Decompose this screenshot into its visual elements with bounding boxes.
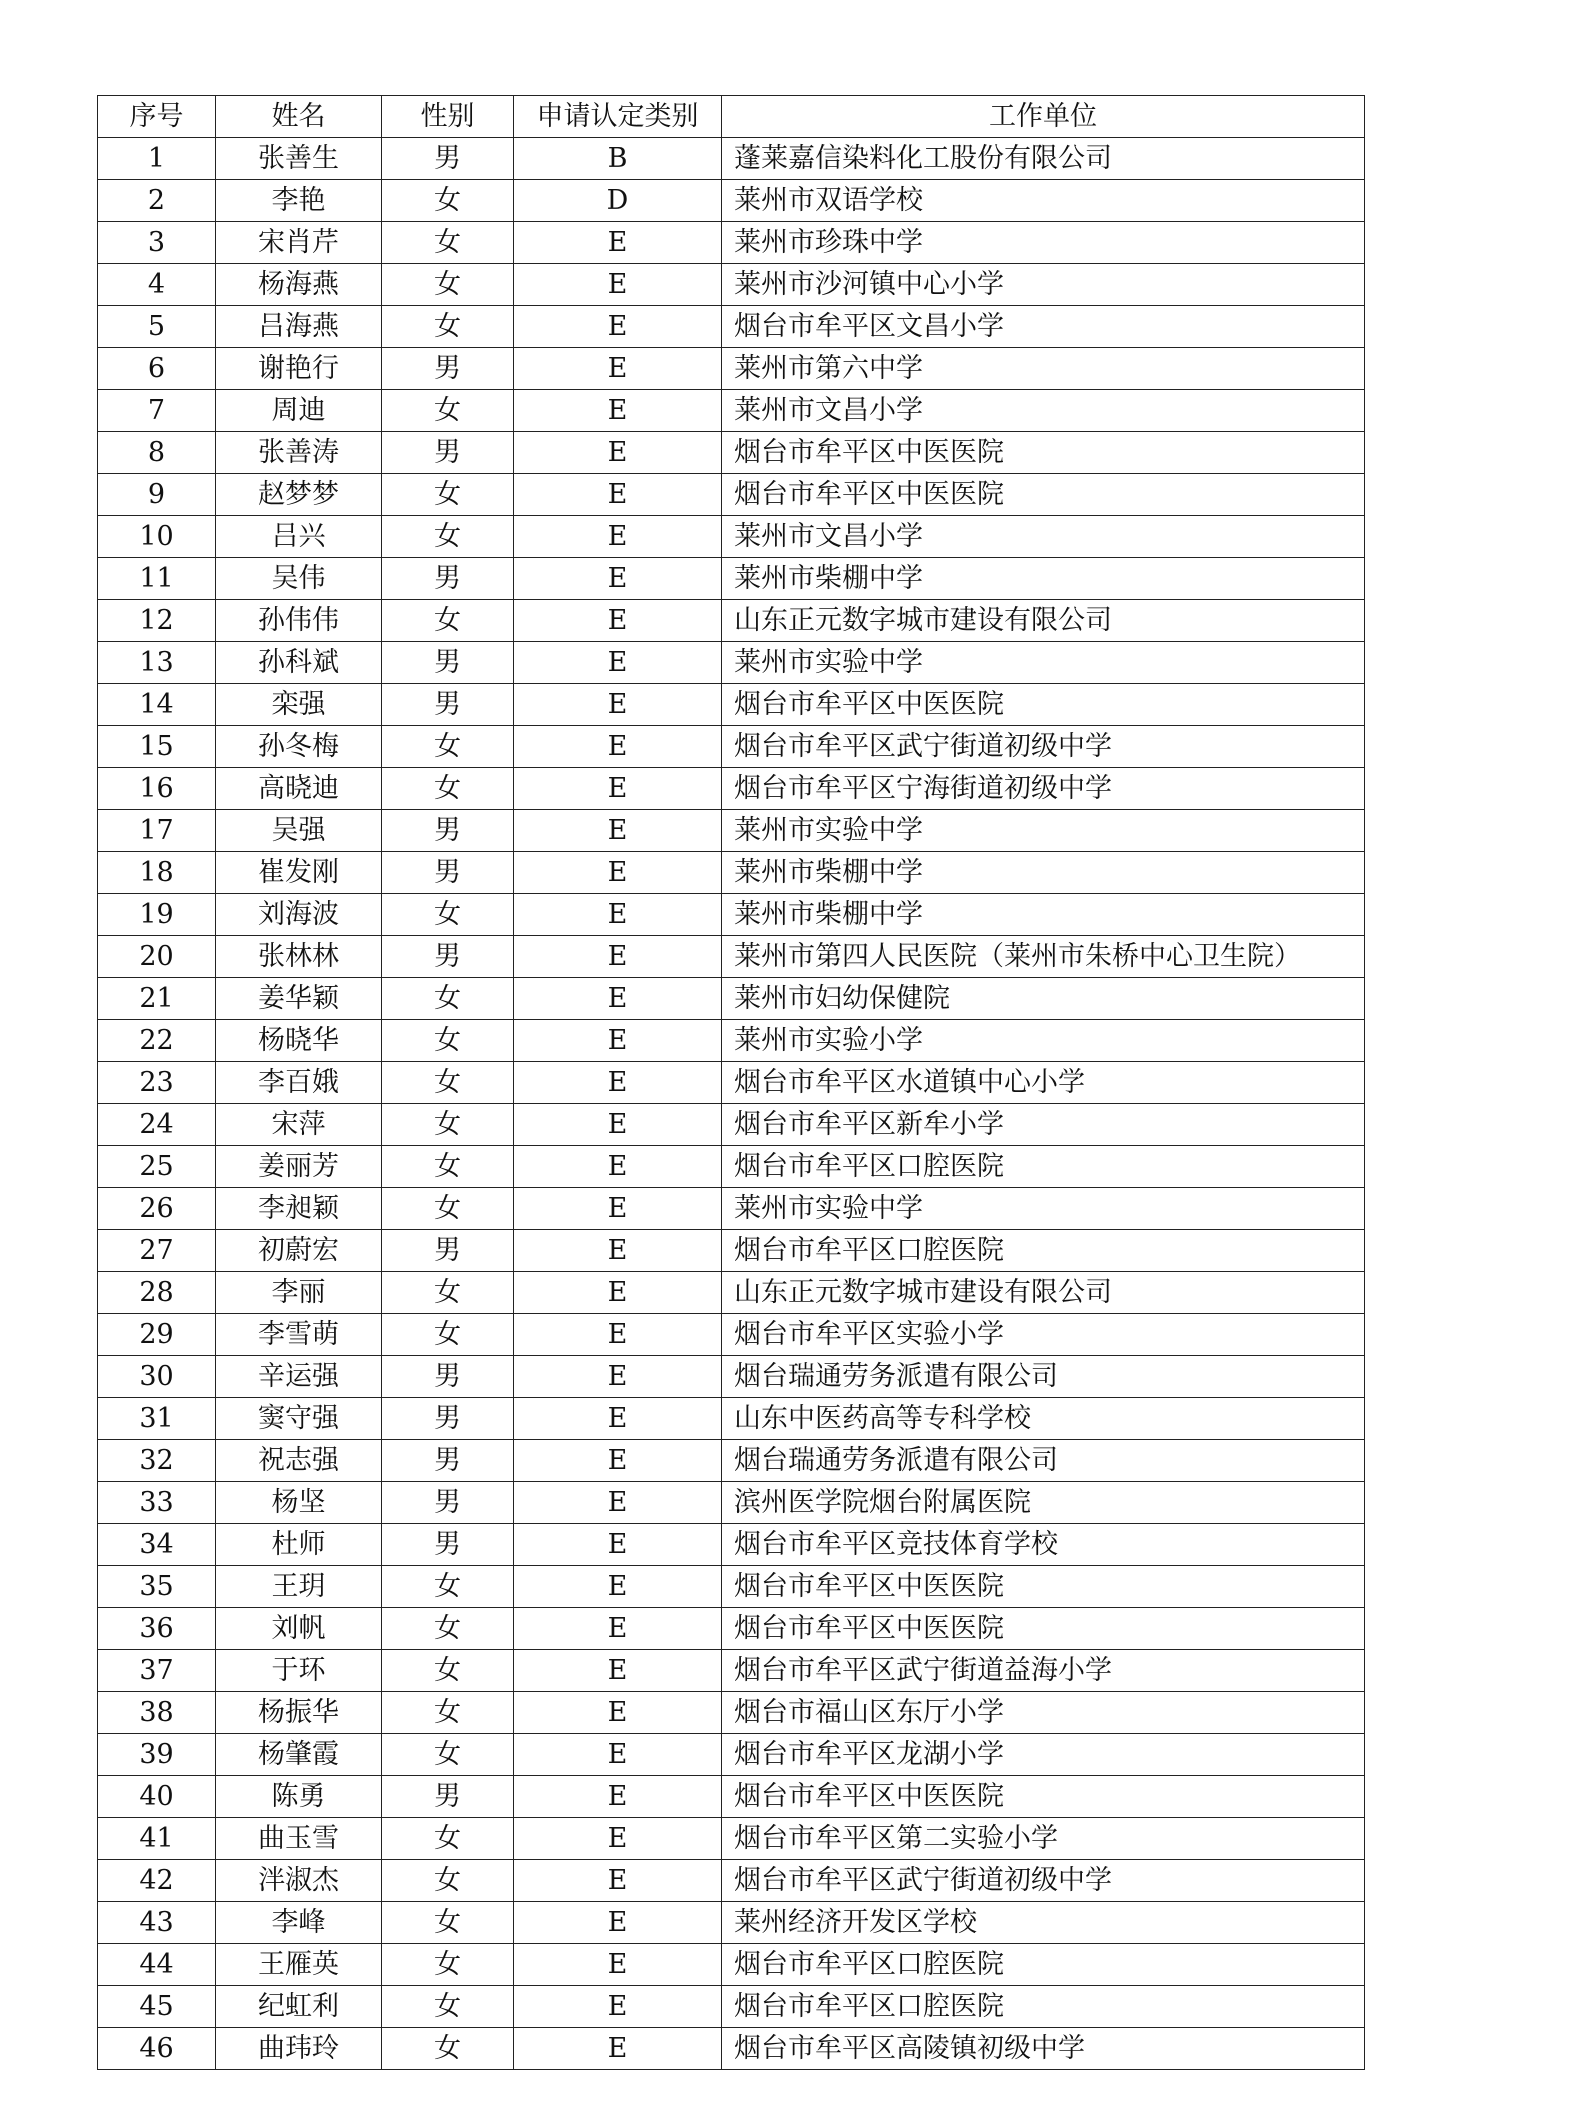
serial-number-cell: 28 bbox=[98, 1272, 216, 1314]
gender-cell: 男 bbox=[382, 642, 514, 684]
serial-number-cell: 9 bbox=[98, 474, 216, 516]
serial-number-cell: 30 bbox=[98, 1356, 216, 1398]
name-cell: 王雁英 bbox=[216, 1944, 382, 1986]
name-cell: 李丽 bbox=[216, 1272, 382, 1314]
name-cell: 姜丽芳 bbox=[216, 1146, 382, 1188]
employer-cell: 烟台市牟平区水道镇中心小学 bbox=[722, 1062, 1365, 1104]
name-cell: 刘帆 bbox=[216, 1608, 382, 1650]
gender-cell: 女 bbox=[382, 1608, 514, 1650]
header-employer: 工作单位 bbox=[722, 96, 1365, 138]
name-cell: 刘海波 bbox=[216, 894, 382, 936]
table-row bbox=[98, 1986, 1365, 2028]
name-cell: 宋肖芹 bbox=[216, 222, 382, 264]
serial-number-cell: 4 bbox=[98, 264, 216, 306]
gender-cell: 男 bbox=[382, 1482, 514, 1524]
gender-cell: 女 bbox=[382, 1314, 514, 1356]
table-row bbox=[98, 1020, 1365, 1062]
category-cell: E bbox=[514, 1272, 722, 1314]
category-cell: E bbox=[514, 1398, 722, 1440]
category-cell: E bbox=[514, 264, 722, 306]
employer-cell: 莱州市柴棚中学 bbox=[722, 558, 1365, 600]
category-cell: E bbox=[514, 348, 722, 390]
table-row bbox=[98, 1566, 1365, 1608]
employer-cell: 烟台瑞通劳务派遣有限公司 bbox=[722, 1440, 1365, 1482]
category-cell: E bbox=[514, 1230, 722, 1272]
category-cell: E bbox=[514, 1188, 722, 1230]
name-cell: 姜华颖 bbox=[216, 978, 382, 1020]
category-cell: E bbox=[514, 474, 722, 516]
employer-cell: 莱州市妇幼保健院 bbox=[722, 978, 1365, 1020]
table-row bbox=[98, 1356, 1365, 1398]
category-cell: E bbox=[514, 390, 722, 432]
gender-cell: 女 bbox=[382, 2028, 514, 2070]
table-row bbox=[98, 558, 1365, 600]
serial-number-cell: 6 bbox=[98, 348, 216, 390]
table-row bbox=[98, 516, 1365, 558]
employer-cell: 莱州市第四人民医院（莱州市朱桥中心卫生院） bbox=[722, 936, 1365, 978]
gender-cell: 女 bbox=[382, 1566, 514, 1608]
employer-cell: 烟台市牟平区武宁街道益海小学 bbox=[722, 1650, 1365, 1692]
name-cell: 李雪萌 bbox=[216, 1314, 382, 1356]
header-name: 姓名 bbox=[216, 96, 382, 138]
serial-number-cell: 10 bbox=[98, 516, 216, 558]
category-cell: E bbox=[514, 306, 722, 348]
table-row bbox=[98, 1650, 1365, 1692]
gender-cell: 女 bbox=[382, 1650, 514, 1692]
category-cell: E bbox=[514, 1860, 722, 1902]
category-cell: E bbox=[514, 642, 722, 684]
table-row bbox=[98, 894, 1365, 936]
gender-cell: 男 bbox=[382, 1524, 514, 1566]
gender-cell: 女 bbox=[382, 474, 514, 516]
category-cell: E bbox=[514, 1566, 722, 1608]
employer-cell: 烟台市牟平区口腔医院 bbox=[722, 1986, 1365, 2028]
table-row bbox=[98, 1902, 1365, 1944]
header-gender: 性别 bbox=[382, 96, 514, 138]
category-cell: E bbox=[514, 726, 722, 768]
serial-number-cell: 17 bbox=[98, 810, 216, 852]
serial-number-cell: 18 bbox=[98, 852, 216, 894]
gender-cell: 女 bbox=[382, 978, 514, 1020]
gender-cell: 女 bbox=[382, 390, 514, 432]
category-cell: E bbox=[514, 1440, 722, 1482]
category-cell: E bbox=[514, 2028, 722, 2070]
category-cell: E bbox=[514, 1104, 722, 1146]
employer-cell: 滨州医学院烟台附属医院 bbox=[722, 1482, 1365, 1524]
employer-cell: 莱州市实验中学 bbox=[722, 642, 1365, 684]
gender-cell: 男 bbox=[382, 684, 514, 726]
personnel-table bbox=[97, 95, 1365, 2070]
name-cell: 纪虹利 bbox=[216, 1986, 382, 2028]
employer-cell: 莱州市第六中学 bbox=[722, 348, 1365, 390]
serial-number-cell: 38 bbox=[98, 1692, 216, 1734]
table-row bbox=[98, 978, 1365, 1020]
gender-cell: 女 bbox=[382, 180, 514, 222]
gender-cell: 男 bbox=[382, 936, 514, 978]
gender-cell: 女 bbox=[382, 1020, 514, 1062]
table-row bbox=[98, 1818, 1365, 1860]
category-cell: E bbox=[514, 978, 722, 1020]
employer-cell: 烟台市牟平区第二实验小学 bbox=[722, 1818, 1365, 1860]
category-cell: E bbox=[514, 852, 722, 894]
name-cell: 高晓迪 bbox=[216, 768, 382, 810]
table-row bbox=[98, 1146, 1365, 1188]
gender-cell: 男 bbox=[382, 138, 514, 180]
name-cell: 崔发刚 bbox=[216, 852, 382, 894]
employer-cell: 莱州经济开发区学校 bbox=[722, 1902, 1365, 1944]
table-row bbox=[98, 348, 1365, 390]
gender-cell: 女 bbox=[382, 1272, 514, 1314]
name-cell: 杨晓华 bbox=[216, 1020, 382, 1062]
gender-cell: 男 bbox=[382, 1398, 514, 1440]
category-cell: D bbox=[514, 180, 722, 222]
category-cell: E bbox=[514, 432, 722, 474]
name-cell: 杜师 bbox=[216, 1524, 382, 1566]
employer-cell: 烟台市牟平区中医医院 bbox=[722, 1608, 1365, 1650]
serial-number-cell: 44 bbox=[98, 1944, 216, 1986]
employer-cell: 烟台市牟平区口腔医院 bbox=[722, 1146, 1365, 1188]
name-cell: 王玥 bbox=[216, 1566, 382, 1608]
gender-cell: 女 bbox=[382, 1692, 514, 1734]
serial-number-cell: 26 bbox=[98, 1188, 216, 1230]
employer-cell: 烟台瑞通劳务派遣有限公司 bbox=[722, 1356, 1365, 1398]
serial-number-cell: 8 bbox=[98, 432, 216, 474]
category-cell: E bbox=[514, 222, 722, 264]
serial-number-cell: 33 bbox=[98, 1482, 216, 1524]
category-cell: E bbox=[514, 1776, 722, 1818]
name-cell: 张林林 bbox=[216, 936, 382, 978]
name-cell: 孙科斌 bbox=[216, 642, 382, 684]
table-row bbox=[98, 264, 1365, 306]
gender-cell: 男 bbox=[382, 1776, 514, 1818]
table-row bbox=[98, 1776, 1365, 1818]
gender-cell: 女 bbox=[382, 222, 514, 264]
name-cell: 张善涛 bbox=[216, 432, 382, 474]
employer-cell: 莱州市文昌小学 bbox=[722, 516, 1365, 558]
employer-cell: 烟台市牟平区新牟小学 bbox=[722, 1104, 1365, 1146]
employer-cell: 莱州市实验中学 bbox=[722, 810, 1365, 852]
employer-cell: 烟台市牟平区中医医院 bbox=[722, 1566, 1365, 1608]
name-cell: 祝志强 bbox=[216, 1440, 382, 1482]
employer-cell: 烟台市牟平区中医医院 bbox=[722, 684, 1365, 726]
employer-cell: 山东正元数字城市建设有限公司 bbox=[722, 1272, 1365, 1314]
gender-cell: 男 bbox=[382, 432, 514, 474]
serial-number-cell: 36 bbox=[98, 1608, 216, 1650]
name-cell: 赵梦梦 bbox=[216, 474, 382, 516]
name-cell: 陈勇 bbox=[216, 1776, 382, 1818]
category-cell: E bbox=[514, 1944, 722, 1986]
gender-cell: 女 bbox=[382, 1188, 514, 1230]
employer-cell: 山东正元数字城市建设有限公司 bbox=[722, 600, 1365, 642]
gender-cell: 女 bbox=[382, 1818, 514, 1860]
name-cell: 宋萍 bbox=[216, 1104, 382, 1146]
employer-cell: 莱州市文昌小学 bbox=[722, 390, 1365, 432]
serial-number-cell: 29 bbox=[98, 1314, 216, 1356]
table-row bbox=[98, 852, 1365, 894]
category-cell: E bbox=[514, 1356, 722, 1398]
serial-number-cell: 42 bbox=[98, 1860, 216, 1902]
serial-number-cell: 40 bbox=[98, 1776, 216, 1818]
name-cell: 杨振华 bbox=[216, 1692, 382, 1734]
serial-number-cell: 27 bbox=[98, 1230, 216, 1272]
employer-cell: 烟台市牟平区高陵镇初级中学 bbox=[722, 2028, 1365, 2070]
table-row bbox=[98, 1524, 1365, 1566]
serial-number-cell: 25 bbox=[98, 1146, 216, 1188]
employer-cell: 莱州市珍珠中学 bbox=[722, 222, 1365, 264]
name-cell: 泮淑杰 bbox=[216, 1860, 382, 1902]
table-row bbox=[98, 810, 1365, 852]
gender-cell: 男 bbox=[382, 558, 514, 600]
category-cell: E bbox=[514, 1062, 722, 1104]
serial-number-cell: 34 bbox=[98, 1524, 216, 1566]
employer-cell: 烟台市牟平区口腔医院 bbox=[722, 1230, 1365, 1272]
serial-number-cell: 37 bbox=[98, 1650, 216, 1692]
table-row bbox=[98, 600, 1365, 642]
name-cell: 初蔚宏 bbox=[216, 1230, 382, 1272]
serial-number-cell: 43 bbox=[98, 1902, 216, 1944]
category-cell: B bbox=[514, 138, 722, 180]
employer-cell: 蓬莱嘉信染料化工股份有限公司 bbox=[722, 138, 1365, 180]
gender-cell: 女 bbox=[382, 1902, 514, 1944]
serial-number-cell: 23 bbox=[98, 1062, 216, 1104]
name-cell: 吕海燕 bbox=[216, 306, 382, 348]
table-row bbox=[98, 432, 1365, 474]
employer-cell: 莱州市双语学校 bbox=[722, 180, 1365, 222]
serial-number-cell: 11 bbox=[98, 558, 216, 600]
gender-cell: 女 bbox=[382, 264, 514, 306]
employer-cell: 山东中医药高等专科学校 bbox=[722, 1398, 1365, 1440]
gender-cell: 男 bbox=[382, 852, 514, 894]
name-cell: 窦守强 bbox=[216, 1398, 382, 1440]
table-row bbox=[98, 1398, 1365, 1440]
serial-number-cell: 12 bbox=[98, 600, 216, 642]
table-row bbox=[98, 222, 1365, 264]
table-row bbox=[98, 390, 1365, 432]
table-row bbox=[98, 1734, 1365, 1776]
table-row bbox=[98, 1230, 1365, 1272]
name-cell: 吕兴 bbox=[216, 516, 382, 558]
serial-number-cell: 3 bbox=[98, 222, 216, 264]
name-cell: 吴强 bbox=[216, 810, 382, 852]
gender-cell: 女 bbox=[382, 306, 514, 348]
category-cell: E bbox=[514, 1482, 722, 1524]
table-row bbox=[98, 1440, 1365, 1482]
name-cell: 李昶颖 bbox=[216, 1188, 382, 1230]
category-cell: E bbox=[514, 1902, 722, 1944]
table-row bbox=[98, 768, 1365, 810]
table-row bbox=[98, 1188, 1365, 1230]
name-cell: 曲玉雪 bbox=[216, 1818, 382, 1860]
table-row bbox=[98, 138, 1365, 180]
gender-cell: 男 bbox=[382, 348, 514, 390]
gender-cell: 女 bbox=[382, 726, 514, 768]
employer-cell: 莱州市实验小学 bbox=[722, 1020, 1365, 1062]
serial-number-cell: 22 bbox=[98, 1020, 216, 1062]
header-category: 申请认定类别 bbox=[514, 96, 722, 138]
category-cell: E bbox=[514, 1608, 722, 1650]
table-row bbox=[98, 180, 1365, 222]
serial-number-cell: 35 bbox=[98, 1566, 216, 1608]
category-cell: E bbox=[514, 1734, 722, 1776]
category-cell: E bbox=[514, 1818, 722, 1860]
serial-number-cell: 7 bbox=[98, 390, 216, 432]
name-cell: 杨海燕 bbox=[216, 264, 382, 306]
name-cell: 曲玮玲 bbox=[216, 2028, 382, 2070]
employer-cell: 烟台市牟平区竞技体育学校 bbox=[722, 1524, 1365, 1566]
category-cell: E bbox=[514, 1146, 722, 1188]
name-cell: 辛运强 bbox=[216, 1356, 382, 1398]
table-row bbox=[98, 726, 1365, 768]
serial-number-cell: 5 bbox=[98, 306, 216, 348]
name-cell: 吴伟 bbox=[216, 558, 382, 600]
header-serial-number: 序号 bbox=[98, 96, 216, 138]
category-cell: E bbox=[514, 768, 722, 810]
gender-cell: 女 bbox=[382, 1734, 514, 1776]
gender-cell: 女 bbox=[382, 1860, 514, 1902]
gender-cell: 女 bbox=[382, 600, 514, 642]
category-cell: E bbox=[514, 1986, 722, 2028]
serial-number-cell: 13 bbox=[98, 642, 216, 684]
table-row bbox=[98, 1272, 1365, 1314]
category-cell: E bbox=[514, 810, 722, 852]
serial-number-cell: 19 bbox=[98, 894, 216, 936]
gender-cell: 女 bbox=[382, 768, 514, 810]
employer-cell: 烟台市牟平区中医医院 bbox=[722, 474, 1365, 516]
gender-cell: 男 bbox=[382, 810, 514, 852]
name-cell: 张善生 bbox=[216, 138, 382, 180]
category-cell: E bbox=[514, 894, 722, 936]
name-cell: 栾强 bbox=[216, 684, 382, 726]
gender-cell: 男 bbox=[382, 1230, 514, 1272]
table-row bbox=[98, 1314, 1365, 1356]
name-cell: 李百娥 bbox=[216, 1062, 382, 1104]
employer-cell: 烟台市牟平区实验小学 bbox=[722, 1314, 1365, 1356]
category-cell: E bbox=[514, 1314, 722, 1356]
serial-number-cell: 24 bbox=[98, 1104, 216, 1146]
category-cell: E bbox=[514, 1692, 722, 1734]
name-cell: 杨坚 bbox=[216, 1482, 382, 1524]
gender-cell: 女 bbox=[382, 1104, 514, 1146]
table-row bbox=[98, 1104, 1365, 1146]
name-cell: 杨肇霞 bbox=[216, 1734, 382, 1776]
gender-cell: 女 bbox=[382, 1944, 514, 1986]
employer-cell: 莱州市沙河镇中心小学 bbox=[722, 264, 1365, 306]
category-cell: E bbox=[514, 684, 722, 726]
serial-number-cell: 31 bbox=[98, 1398, 216, 1440]
category-cell: E bbox=[514, 1020, 722, 1062]
table-row bbox=[98, 936, 1365, 978]
serial-number-cell: 20 bbox=[98, 936, 216, 978]
employer-cell: 烟台市牟平区中医医院 bbox=[722, 1776, 1365, 1818]
table-body bbox=[98, 138, 1365, 2070]
table-row bbox=[98, 1944, 1365, 1986]
serial-number-cell: 32 bbox=[98, 1440, 216, 1482]
serial-number-cell: 2 bbox=[98, 180, 216, 222]
employer-cell: 烟台市牟平区文昌小学 bbox=[722, 306, 1365, 348]
employer-cell: 烟台市牟平区口腔医院 bbox=[722, 1944, 1365, 1986]
employer-cell: 莱州市实验中学 bbox=[722, 1188, 1365, 1230]
serial-number-cell: 15 bbox=[98, 726, 216, 768]
category-cell: E bbox=[514, 1524, 722, 1566]
table-row bbox=[98, 1608, 1365, 1650]
table-row bbox=[98, 1062, 1365, 1104]
category-cell: E bbox=[514, 600, 722, 642]
name-cell: 于环 bbox=[216, 1650, 382, 1692]
gender-cell: 女 bbox=[382, 1986, 514, 2028]
table-row bbox=[98, 1692, 1365, 1734]
gender-cell: 女 bbox=[382, 894, 514, 936]
category-cell: E bbox=[514, 1650, 722, 1692]
gender-cell: 男 bbox=[382, 1356, 514, 1398]
serial-number-cell: 21 bbox=[98, 978, 216, 1020]
serial-number-cell: 46 bbox=[98, 2028, 216, 2070]
category-cell: E bbox=[514, 558, 722, 600]
name-cell: 周迪 bbox=[216, 390, 382, 432]
serial-number-cell: 16 bbox=[98, 768, 216, 810]
employer-cell: 烟台市牟平区宁海街道初级中学 bbox=[722, 768, 1365, 810]
name-cell: 李峰 bbox=[216, 1902, 382, 1944]
serial-number-cell: 14 bbox=[98, 684, 216, 726]
serial-number-cell: 39 bbox=[98, 1734, 216, 1776]
serial-number-cell: 41 bbox=[98, 1818, 216, 1860]
employer-cell: 烟台市牟平区龙湖小学 bbox=[722, 1734, 1365, 1776]
name-cell: 谢艳行 bbox=[216, 348, 382, 390]
table-row bbox=[98, 306, 1365, 348]
employer-cell: 烟台市牟平区武宁街道初级中学 bbox=[722, 1860, 1365, 1902]
employer-cell: 莱州市柴棚中学 bbox=[722, 894, 1365, 936]
employer-cell: 莱州市柴棚中学 bbox=[722, 852, 1365, 894]
table-row bbox=[98, 474, 1365, 516]
table-row bbox=[98, 1482, 1365, 1524]
gender-cell: 女 bbox=[382, 516, 514, 558]
category-cell: E bbox=[514, 516, 722, 558]
gender-cell: 男 bbox=[382, 1440, 514, 1482]
table-header-row bbox=[98, 96, 1365, 138]
table-row bbox=[98, 642, 1365, 684]
category-cell: E bbox=[514, 936, 722, 978]
table-row bbox=[98, 684, 1365, 726]
name-cell: 李艳 bbox=[216, 180, 382, 222]
employer-cell: 烟台市牟平区武宁街道初级中学 bbox=[722, 726, 1365, 768]
name-cell: 孙冬梅 bbox=[216, 726, 382, 768]
serial-number-cell: 45 bbox=[98, 1986, 216, 2028]
employer-cell: 烟台市牟平区中医医院 bbox=[722, 432, 1365, 474]
gender-cell: 女 bbox=[382, 1146, 514, 1188]
gender-cell: 女 bbox=[382, 1062, 514, 1104]
name-cell: 孙伟伟 bbox=[216, 600, 382, 642]
table-row bbox=[98, 1860, 1365, 1902]
employer-cell: 烟台市福山区东厅小学 bbox=[722, 1692, 1365, 1734]
table-row bbox=[98, 2028, 1365, 2070]
serial-number-cell: 1 bbox=[98, 138, 216, 180]
